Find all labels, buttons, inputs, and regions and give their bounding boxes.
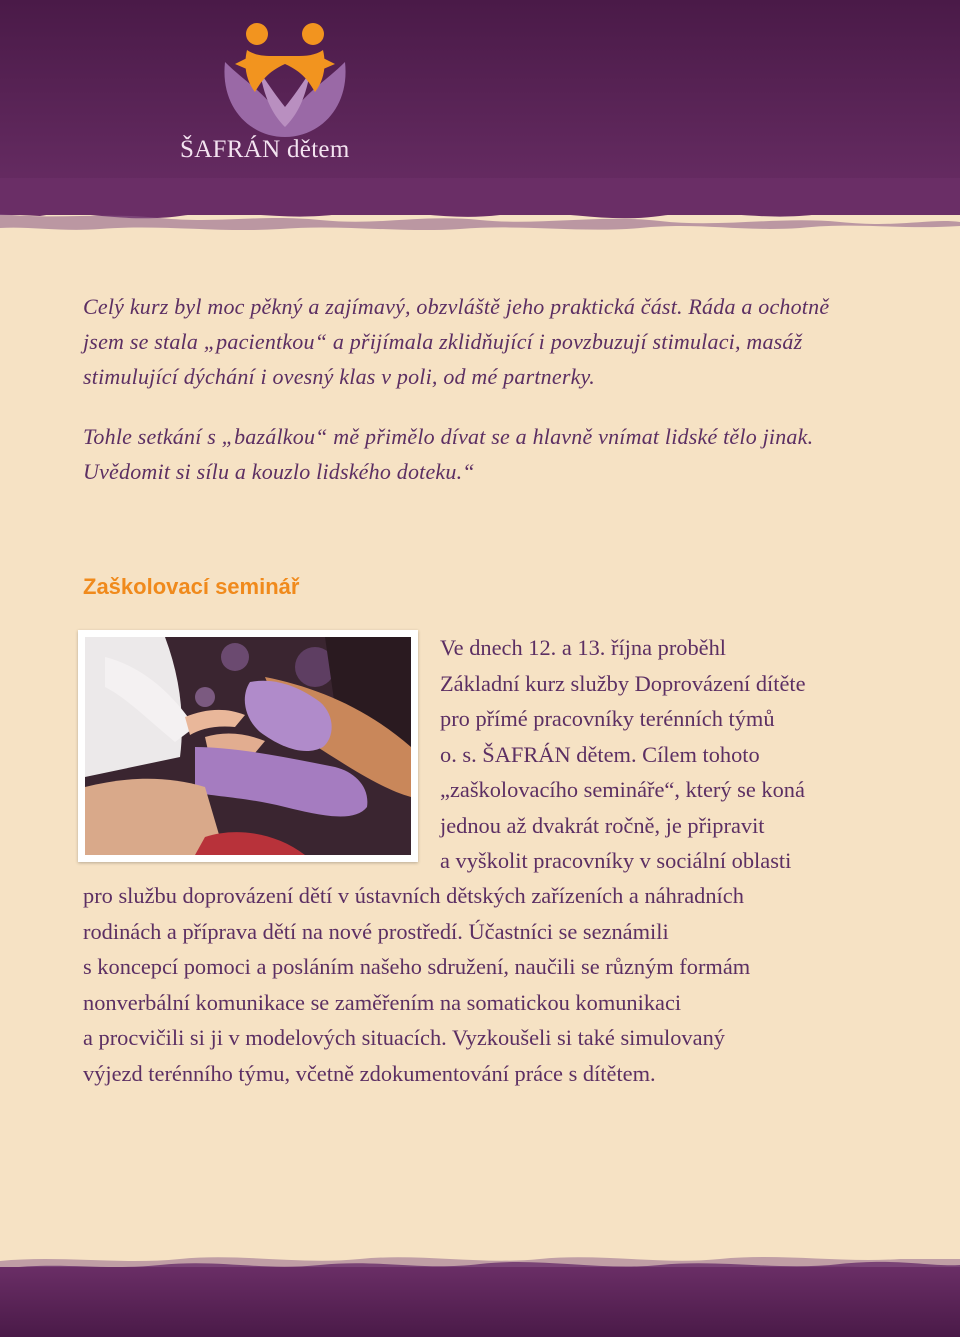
body-line: a procvičili si ji v modelových situacích. Vyzkoušeli si také simulovaný bbox=[83, 1025, 725, 1050]
footer-band bbox=[0, 1267, 960, 1337]
body-line: rodinách a příprava dětí na nové prostředí. Účastníci se seznámili bbox=[83, 918, 669, 944]
body-line: Ve dnech 12. a 13. října proběhl bbox=[440, 635, 727, 660]
quote-line: Tohle setkání s „bazálkou“ mě přimělo dívat se a hlavně vnímat lidské tělo jinak. bbox=[83, 424, 814, 449]
body-line: nonverbální komunikace se zaměřením na somatickou komunikaci bbox=[83, 989, 682, 1015]
body-line: Základní kurz služby Doprovázení dítěte bbox=[440, 670, 806, 696]
body-line: a vyškolit pracovníky v sociální oblasti bbox=[440, 848, 792, 873]
photo-image bbox=[85, 637, 411, 855]
logo-text: ŠAFRÁN dětem bbox=[180, 136, 350, 163]
body-line: s koncepcí pomoci a posláním našeho sdružení, naučili se různým formám bbox=[83, 954, 751, 979]
body-line: o. s. ŠAFRÁN dětem. Cílem tohoto bbox=[440, 741, 760, 767]
body-line: „zaškolovacího semináře“, který se koná bbox=[440, 777, 805, 802]
quote-line: stimulující dýchání i ovesný klas v poli, od mé partnerky. bbox=[83, 364, 595, 389]
section-title: Zaškolovací seminář bbox=[83, 574, 300, 599]
quote-line: Uvědomit si sílu a kouzlo lidského doteku.“ bbox=[83, 459, 475, 484]
body-line: jednou až dvakrát ročně, je připravit bbox=[440, 812, 765, 838]
photo-massage bbox=[78, 630, 418, 862]
body-line: pro přímé pracovníky terénních týmů bbox=[440, 706, 775, 731]
quote-line: jsem se stala „pacientkou“ a přijímala zklidňující i povzbuzují stimulaci, masáž bbox=[83, 329, 803, 354]
quote-line: Celý kurz byl moc pěkný a zajímavý, obzvláště jeho praktická část. Ráda a ochotně bbox=[83, 294, 830, 319]
quote-paragraph-1 bbox=[83, 289, 883, 394]
header-torn-edge bbox=[0, 178, 960, 238]
body-line: výjezd terénního týmu, včetně zdokumentování práce s dítětem. bbox=[83, 1060, 656, 1086]
seminar-text-right bbox=[440, 630, 890, 879]
seminar-text-full bbox=[83, 878, 893, 1091]
quote-paragraph-2 bbox=[83, 419, 883, 489]
body-line: pro službu doprovázení dětí v ústavních dětských zařízeních a náhradních bbox=[83, 883, 744, 908]
